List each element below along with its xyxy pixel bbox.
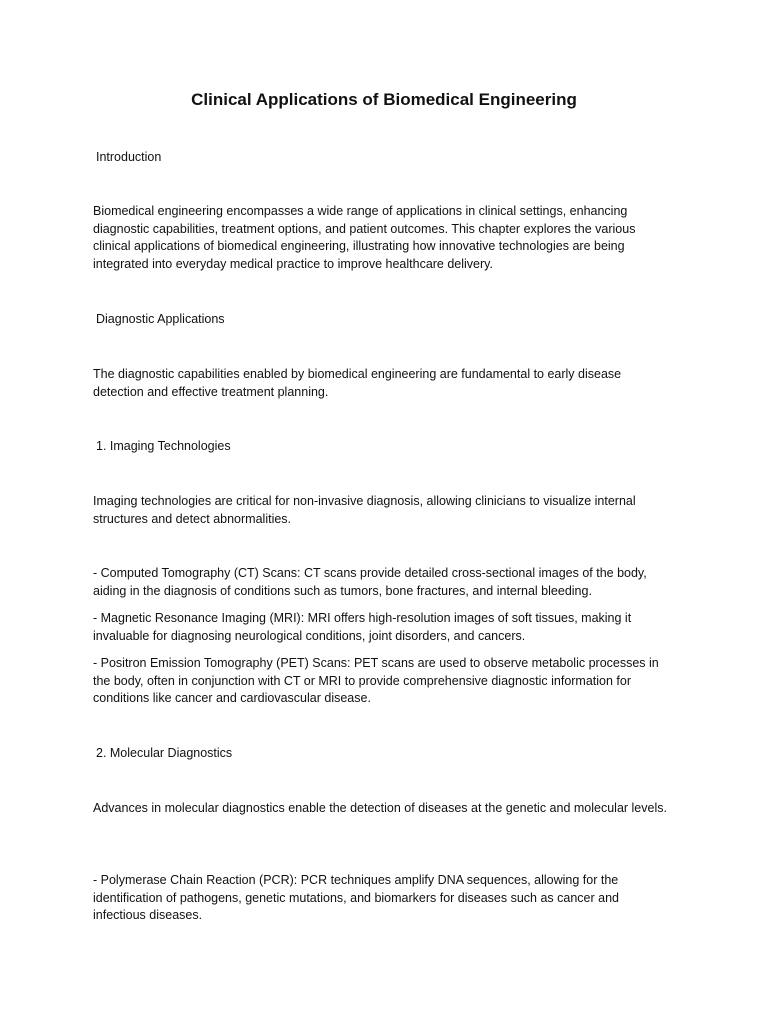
list-item-pcr: - Polymerase Chain Reaction (PCR): PCR techniques amplify DNA sequences, allowing for the identification of pathogens, genetic mutations, and biomarkers for diseases such as cancer and infectious diseases. [93, 873, 620, 922]
list-item-pet: - Positron Emission Tomography (PET) Scans: PET scans are used to observe metabolic processes in the body, often in conjunction with CT or MRI to provide comprehensive diagnostic information for conditions like cancer and cardiovascular disease. [93, 656, 659, 705]
list-item-mri: - Magnetic Resonance Imaging (MRI): MRI offers high-resolution images of soft tissues, making it invaluable for diagnosing neurological conditions, joint disorders, and cancers. [93, 611, 632, 643]
paragraph-molecular: Advances in molecular diagnostics enable the detection of diseases at the genetic and molecular levels. [93, 801, 667, 815]
section-heading-imaging: 1. Imaging Technologies [96, 439, 231, 453]
paragraph-imaging: Imaging technologies are critical for non-invasive diagnosis, allowing clinicians to visualize internal structures and detect abnormalities. [93, 494, 636, 526]
section-heading-introduction: Introduction [96, 150, 162, 164]
paragraph-diagnostic: The diagnostic capabilities enabled by biomedical engineering are fundamental to early disease detection and effective treatment planning. [93, 367, 622, 399]
section-heading-diagnostic: Diagnostic Applications [96, 312, 225, 326]
document-title: Clinical Applications of Biomedical Engineering [191, 90, 577, 109]
list-item-ct: - Computed Tomography (CT) Scans: CT scans provide detailed cross-sectional images of the body, aiding in the diagnosis of conditions such as tumors, bone fractures, and internal bleeding. [93, 566, 647, 598]
section-heading-molecular: 2. Molecular Diagnostics [96, 746, 233, 760]
paragraph-introduction: Biomedical engineering encompasses a wide range of applications in clinical settings, enhancing diagnostic capabilities, treatment options, and patient outcomes. This chapter explores the various clinical applications of biomedical engineering, illustrating how innovative technologies are being integrated into everyday medical practice to improve healthcare delivery. [93, 204, 636, 271]
